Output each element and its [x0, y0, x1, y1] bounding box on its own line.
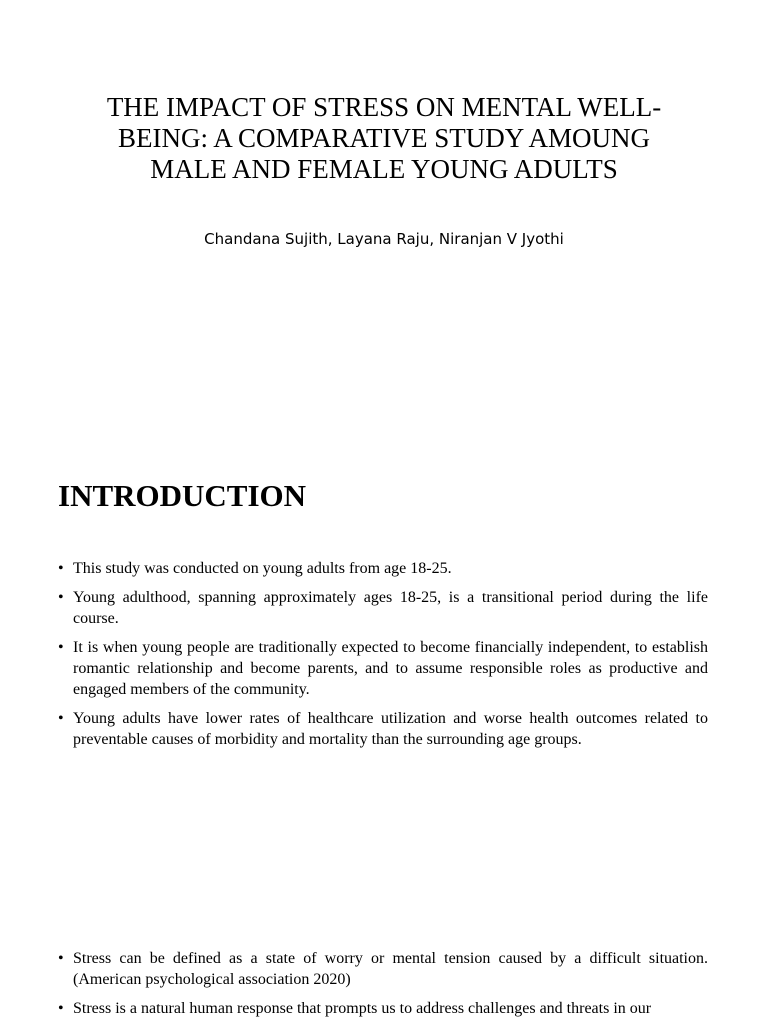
bullet-item: • It is when young people are traditionally expected to become financially independent, to establish romantic relationship and become parents, and to assume responsible roles as productive and engaged members of the community.: [58, 637, 708, 700]
introduction-slide: [0, 430, 768, 830]
bullet-item: • Young adulthood, spanning approximately ages 18-25, is a transitional period during the life course.: [58, 587, 708, 629]
introduction-heading: INTRODUCTION: [58, 478, 307, 513]
stress-definition-slide: [0, 860, 768, 1024]
authors-line: Chandana Sujith, Layana Raju, Niranjan V Jyothi: [204, 230, 564, 248]
title-slide: [0, 0, 768, 400]
introduction-bullet-list: [58, 558, 708, 758]
bullet-item: • Stress is a natural human response that prompts us to address challenges and threats in our: [58, 998, 708, 1019]
bullet-item: • Young adults have lower rates of healthcare utilization and worse health outcomes related to preventable causes of morbidity and mortality than the surrounding age groups.: [58, 708, 708, 750]
stress-bullet-list: [58, 948, 708, 1027]
bullet-item: • Stress can be defined as a state of worry or mental tension caused by a difficult situation. (American psychological association 2020): [58, 948, 708, 990]
bullet-item: • This study was conducted on young adults from age 18-25.: [58, 558, 708, 579]
presentation-title: THE IMPACT OF STRESS ON MENTAL WELL-BEING: A COMPARATIVE STUDY AMOUNG MALE AND FEMALE YOUNG ADULTS: [106, 92, 662, 184]
